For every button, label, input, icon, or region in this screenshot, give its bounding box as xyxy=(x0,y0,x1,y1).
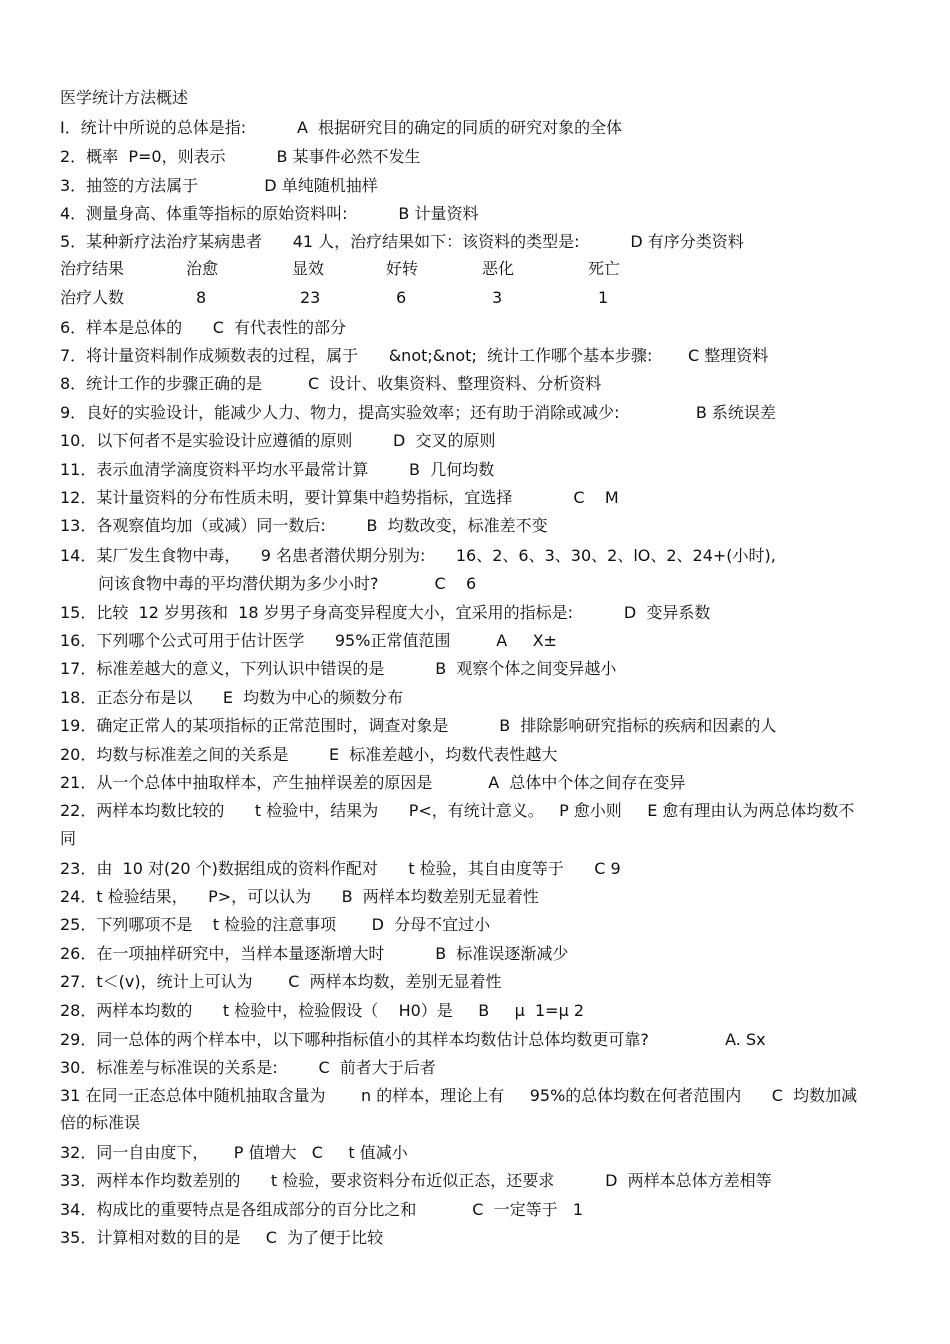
question-line: 17．标准差越大的意义，下列认识中错误的是 B 观察个体之间变异越小 xyxy=(60,659,617,678)
question-line: 18．正态分布是以 E 均数为中心的频数分布 xyxy=(60,688,404,707)
question-line: 31 在同一正态总体中随机抽取含量为 n 的样本，理论上有 95%的总体均数在何者范围内 C 均数加减 xyxy=(60,1086,858,1105)
table-header-cell: 恶化 xyxy=(482,259,515,278)
question-line: 33．两样本作均数差别的 t 检验，要求资料分布近似正态，还要求 D 两样本总体方差相等 xyxy=(60,1171,772,1190)
question-line: 20．均数与标准差之间的关系是 E 标准差越小，均数代表性越大 xyxy=(60,745,558,764)
question-line: 21．从一个总体中抽取样本，产生抽样误差的原因是 A 总体中个体之间存在变异 xyxy=(60,773,686,792)
question-line: 24．t 检验结果， P>，可以认为 B 两样本均数差别无显着性 xyxy=(60,887,539,906)
question-line: 25．下列哪项不是 t 检验的注意事项 D 分母不宜过小 xyxy=(60,915,491,934)
question-line: 35．计算相对数的目的是 C 为了便于比较 xyxy=(60,1228,384,1247)
table-header-cell: 治愈 xyxy=(186,259,219,278)
question-line: 28．两样本均数的 t 检验中，检验假设（ H0）是 B μ 1=μ 2 xyxy=(60,1001,585,1020)
question-line: 7．将计量资料制作成频数表的过程，属于 &not;&not; 统计工作哪个基本步骤: C 整理资料 xyxy=(60,346,769,365)
question-line: 14．某厂发生食物中毒， 9 名患者潜伏期分别为: 16、2、6、3、30、2、lO、2、24+(小时), xyxy=(60,546,776,565)
question-line: 6．样本是总体的 C 有代表性的部分 xyxy=(60,318,347,337)
table-row-cell: 3 xyxy=(492,288,503,307)
table-row-cell: 1 xyxy=(598,288,609,307)
table-row-cell: 23 xyxy=(300,288,321,307)
question-line: 23．由 10 对(20 个)数据组成的资料作配对 t 检验，其自由度等于 C 9 xyxy=(60,859,621,878)
question-line: I．统计中所说的总体是指: A 根据研究目的确定的同质的研究对象的全体 xyxy=(60,118,623,137)
question-line-continued: 倍的标准误 xyxy=(60,1113,141,1132)
table-row-cell: 治疗人数 xyxy=(60,288,125,307)
question-line: 15．比较 12 岁男孩和 18 岁男子身高变异程度大小，宜采用的指标是: D 变异系数 xyxy=(60,603,711,622)
question-line: 5．某种新疗法治疗某病患者 41 人，治疗结果如下：该资料的类型是: D 有序分类资料 xyxy=(60,232,744,251)
question-line: 19．确定正常人的某项指标的正常范围时，调查对象是 B 排除影响研究指标的疾病和因素的人 xyxy=(60,716,777,735)
question-line: 11．表示血清学滴度资料平均水平最常计算 B 几何均数 xyxy=(60,460,495,479)
question-line: 10．以下何者不是实验设计应遵循的原则 D 交叉的原则 xyxy=(60,431,496,450)
table-header-cell: 治疗结果 xyxy=(60,259,125,278)
table-header-cell: 显效 xyxy=(292,259,325,278)
question-line: 4．测量身高、体重等指标的原始资料叫: B 计量资料 xyxy=(60,204,479,223)
question-line: 27．t＜(v)，统计上可认为 C 两样本均数，差别无显着性 xyxy=(60,972,502,991)
question-line: 22．两样本均数比较的 t 检验中，结果为 P<，有统计意义。 P 愈小则 E 愈有理由认为两总体均数不 xyxy=(60,801,855,820)
question-line: 9．良好的实验设计，能减少人力、物力，提高实验效率；还有助于消除或减少: B 系统误差 xyxy=(60,403,776,422)
question-line: 32．同一自由度下， P 值增大 C t 值减小 xyxy=(60,1143,408,1162)
question-line: 30．标准差与标准误的关系是: C 前者大于后者 xyxy=(60,1058,436,1077)
question-line: 2．概率 P=0，则表示 B 某事件必然不发生 xyxy=(60,147,421,166)
question-line-continued: 同 xyxy=(60,829,77,848)
question-line: 16．下列哪个公式可用于估计医学 95%正常值范围 A X± xyxy=(60,631,557,650)
question-line: 3．抽签的方法属于 D 单纯随机抽样 xyxy=(60,176,378,195)
question-line: 34．构成比的重要特点是各组成部分的百分比之和 C 一定等于 1 xyxy=(60,1200,584,1219)
question-line: 26．在一项抽样研究中，当样本量逐渐增大时 B 标准误逐渐减少 xyxy=(60,944,569,963)
document-title: 医学统计方法概述 xyxy=(60,88,189,107)
question-line-continued: 问该食物中毒的平均潜伏期为多少小时? C 6 xyxy=(98,574,477,593)
table-row-cell: 8 xyxy=(196,288,207,307)
table-row-cell: 6 xyxy=(396,288,407,307)
question-line: 8．统计工作的步骤正确的是 C 设计、收集资料、整理资料、分析资料 xyxy=(60,374,602,393)
question-line: 13．各观察值均加（或减）同一数后: B 均数改变，标准差不变 xyxy=(60,516,548,535)
table-header-cell: 死亡 xyxy=(588,259,621,278)
question-line: 29．同一总体的两个样本中，以下哪种指标值小的其样本均数估计总体均数更可靠? A. Sx xyxy=(60,1030,766,1049)
question-line: 12．某计量资料的分布性质未明，要计算集中趋势指标，宜选择 C M xyxy=(60,488,619,507)
table-header-cell: 好转 xyxy=(386,259,419,278)
